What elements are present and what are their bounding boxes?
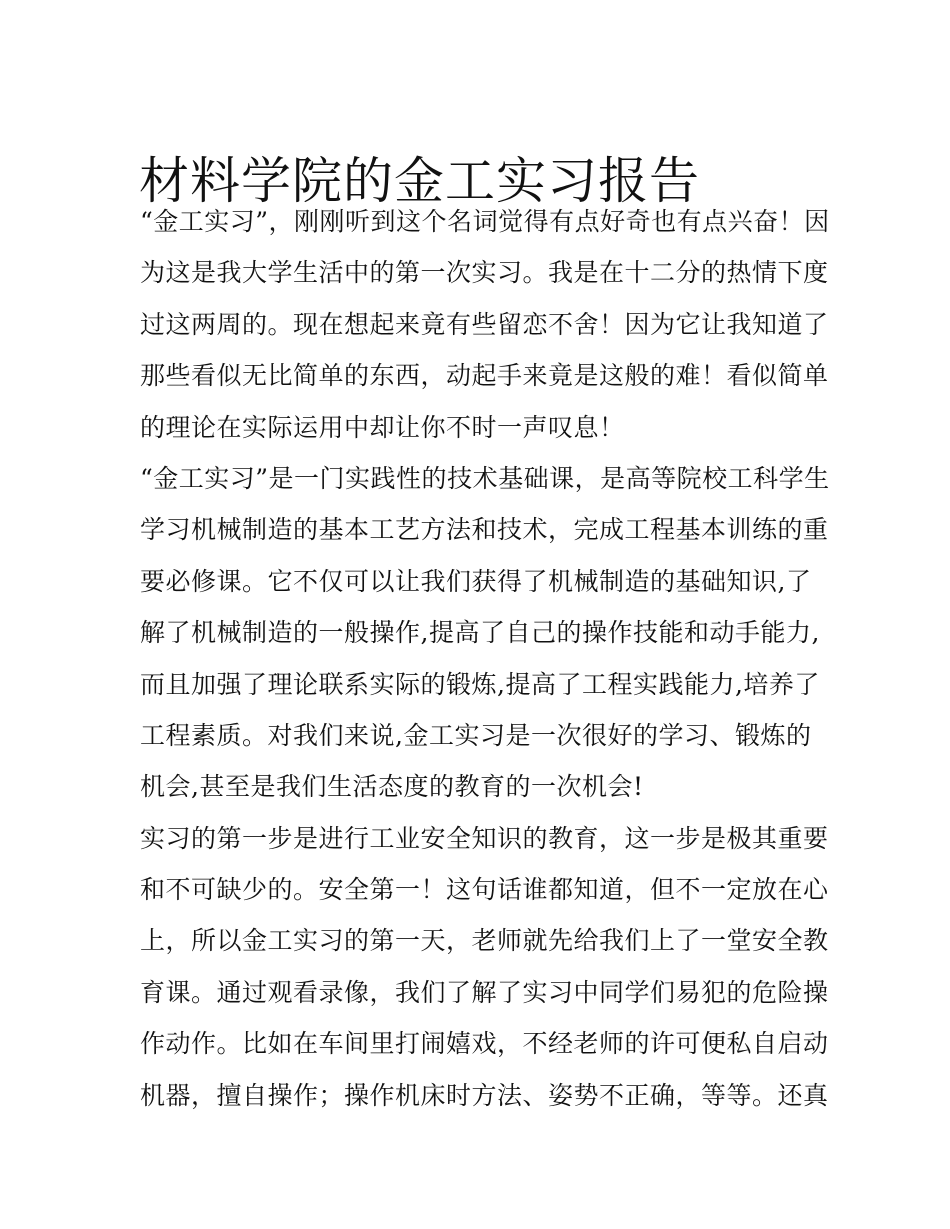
text-line: 解了机械制造的一般操作,提高了自己的操作技能和动手能力,	[140, 618, 820, 648]
text-line: 工程素质。对我们来说,金工实习是一次很好的学习、锻炼的	[140, 720, 812, 750]
text-line: 作动作。比如在车间里打闹嬉戏，不经老师的许可便私自启动	[140, 1029, 829, 1059]
document-title: 材料学院的金工实习报告	[139, 151, 700, 210]
text-line: 而且加强了理论联系实际的锻炼,提高了工程实践能力,培养了	[140, 669, 820, 699]
paragraph-1	[140, 196, 830, 453]
text-line: 要必修课。它不仅可以让我们获得了机械制造的基础知识,了	[140, 566, 812, 596]
text-line: 实习的第一步是进行工业安全知识的教育，这一步是极其重要	[140, 823, 829, 853]
text-line: 育课。通过观看录像，我们了解了实习中同学们易犯的危险操	[140, 977, 829, 1007]
text-line: 过这两周的。现在想起来竟有些留恋不舍！因为它让我知道了	[140, 309, 829, 339]
text-line: 机器，擅自操作；操作机床时方法、姿势不正确，等等。还真	[140, 1080, 829, 1110]
text-line: 为这是我大学生活中的第一次实习。我是在十二分的热情下度	[140, 258, 829, 288]
text-line: “金工实习”，刚刚听到这个名词觉得有点好奇也有点兴奋！因	[140, 207, 830, 236]
paragraph-2	[140, 453, 830, 813]
text-line: 学习机械制造的基本工艺方法和技术，完成工程基本训练的重	[140, 515, 829, 545]
text-line: 上，所以金工实习的第一天，老师就先给我们上了一堂安全教	[140, 926, 829, 956]
text-line: 那些看似无比简单的东西，动起手来竟是这般的难！看似简单	[140, 361, 829, 391]
paragraph-3	[140, 813, 829, 1121]
text-line: 和不可缺少的。安全第一！这句话谁都知道，但不一定放在心	[140, 875, 829, 905]
text-line: 的理论在实际运用中却让你不时一声叹息！	[140, 412, 625, 442]
document-body	[140, 196, 830, 1121]
text-line: “金工实习”是一门实践性的技术基础课，是高等院校工科学生	[140, 463, 830, 493]
text-line: 机会,甚至是我们生活态度的教育的一次机会!	[140, 772, 644, 802]
